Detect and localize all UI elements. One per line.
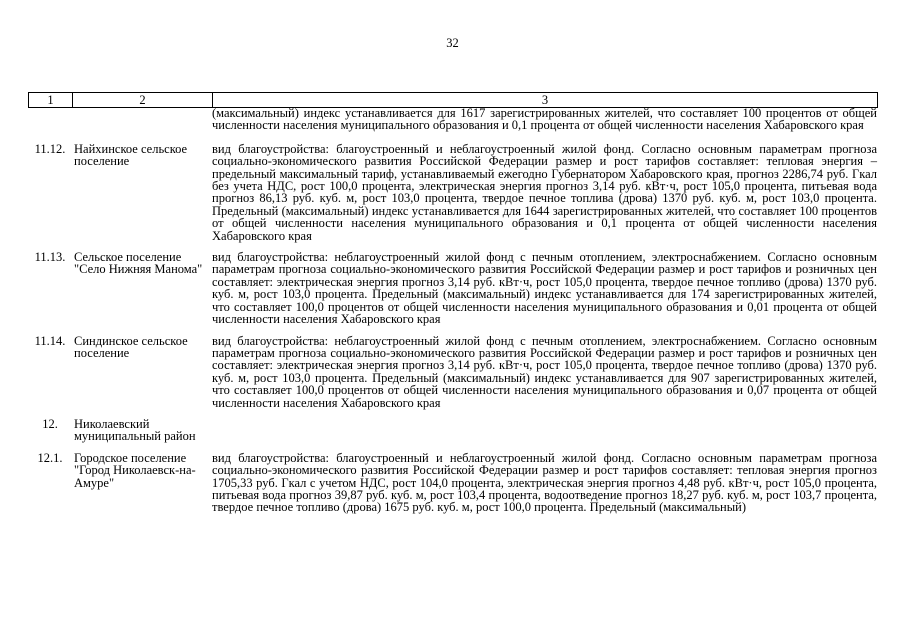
row-number: 12.: [42, 416, 58, 431]
header-col-2: 2: [73, 93, 213, 108]
settlement-name: [72, 107, 212, 132]
settlement-name: Найхинское сельское поселение: [74, 141, 188, 169]
header-col-1: 1: [29, 93, 73, 108]
table-row: [28, 418, 877, 443]
settlement-name: Сельское поселение "Село Нижняя Манома": [74, 250, 203, 277]
tariff-description: (максимальный) индекс устанавливается для 1617 зарегистрированных жителей, что составляет 100 процентов от общей численности населения муниципального образования и 0,1 процента от общей численности населения Хабаровского края: [212, 106, 877, 133]
tariff-description: вид благоустройства: благоустроенный и неблагоустроенный жилой фонд. Согласно основным параметрам прогноза социально-экономического развития Российской Федерации размер и рост тарифов составляет: тепловая энергия прогноз 1705,33 руб. Гкал с учетом НДС, рост 104,0 процента, электрическая энергия прогноз 4,48 руб. кВт·ч, рост 105,0 процента, питьевая вода прогноз 39,87 руб. куб. м, рост 103,4 процента, водоотведение прогноз 18,27 руб. куб. м, рост 103,7 процента, твердое печное топливо (дрова) 1675 руб. куб. м, рост 100,0 процента. Предельный (максимальный): [212, 450, 877, 515]
row-number: 11.13.: [34, 250, 66, 265]
table-row: [28, 143, 877, 242]
district-name: Николаевский муниципальный район: [74, 416, 196, 444]
row-number: [28, 107, 72, 132]
header-col-3: 3: [213, 93, 878, 108]
page-number: 32: [446, 36, 459, 50]
table-row: [28, 107, 877, 132]
table-body: [28, 107, 877, 523]
table-row: [28, 335, 877, 409]
tariff-description: вид благоустройства: неблагоустроенный жилой фонд с печным отоплением, электроснабжением. Согласно основным параметрам прогноза социально-экономического развития Российской Федерации размер и рост тарифов и розничных цен составляет: электрическая энергия прогноз 3,14 руб. кВт·ч, рост 105,0 процента, твердое печное топливо (дрова) 1370 руб. куб. м, рост 103,0 процента. Предельный (максимальный) индекс устанавливается для 174 зарегистрированных жителей, что составляет 100,0 процентов от общей численности населения муниципального образования и 0,01 процента от общей численности населения Хабаровского края: [212, 250, 877, 327]
row-number: 11.14.: [34, 333, 66, 348]
table-row: [28, 251, 877, 325]
tariff-description: вид благоустройства: неблагоустроенный жилой фонд с печным отоплением, электроснабжением. Согласно основным параметрам прогноза социально-экономического развития Российской Федерации размер и рост тарифов и розничных цен составляет: электрическая энергия прогноз 3,14 руб. кВт·ч, рост 105,0 процента, твердое печное топливо (дрова) 1370 руб. куб. м, рост 103,0 процента. Предельный (максимальный) индекс устанавливается для 907 зарегистрированных жителей, что составляет 100,0 процентов от общей численности населения муниципального образования и 0,07 процента от общей численности населения Хабаровского края: [212, 333, 877, 410]
table-row: [28, 452, 877, 514]
settlement-name: Городское поселение "Город Николаевск-на-Амуре": [74, 450, 196, 490]
settlement-name: Синдинское сельское поселение: [74, 333, 188, 360]
tariff-description: вид благоустройства: благоустроенный и неблагоустроенный жилой фонд. Согласно основным параметрам прогноза социально-экономического развития Российской Федерации размер и рост тарифов составляет: тепловая энергия – предельный максимальный тариф, устанавливаемый ежегодно Губернатором Хабаровского края, прогноз 2286,74 руб. Гкал без учета НДС, рост 100,0 процента, электрическая энергия прогноз 3,14 руб. кВт·ч, рост 105,0 процента, питьевая вода прогноз 86,13 руб. куб. м, рост 103,0 процента, твердое печное топлива (дрова) 1370 руб. куб. м, рост 103,0 процента. Предельный (максимальный) индекс устанавливается для 1644 зарегистрированных жителей, что составляет 100 процентов от общей численности населения муниципального образования и 0,1 процента от общей численности населения Хабаровского края: [212, 141, 877, 243]
row-number: 12.1.: [37, 450, 63, 465]
tariff-description: [212, 418, 877, 443]
row-number: 11.12.: [34, 141, 66, 156]
